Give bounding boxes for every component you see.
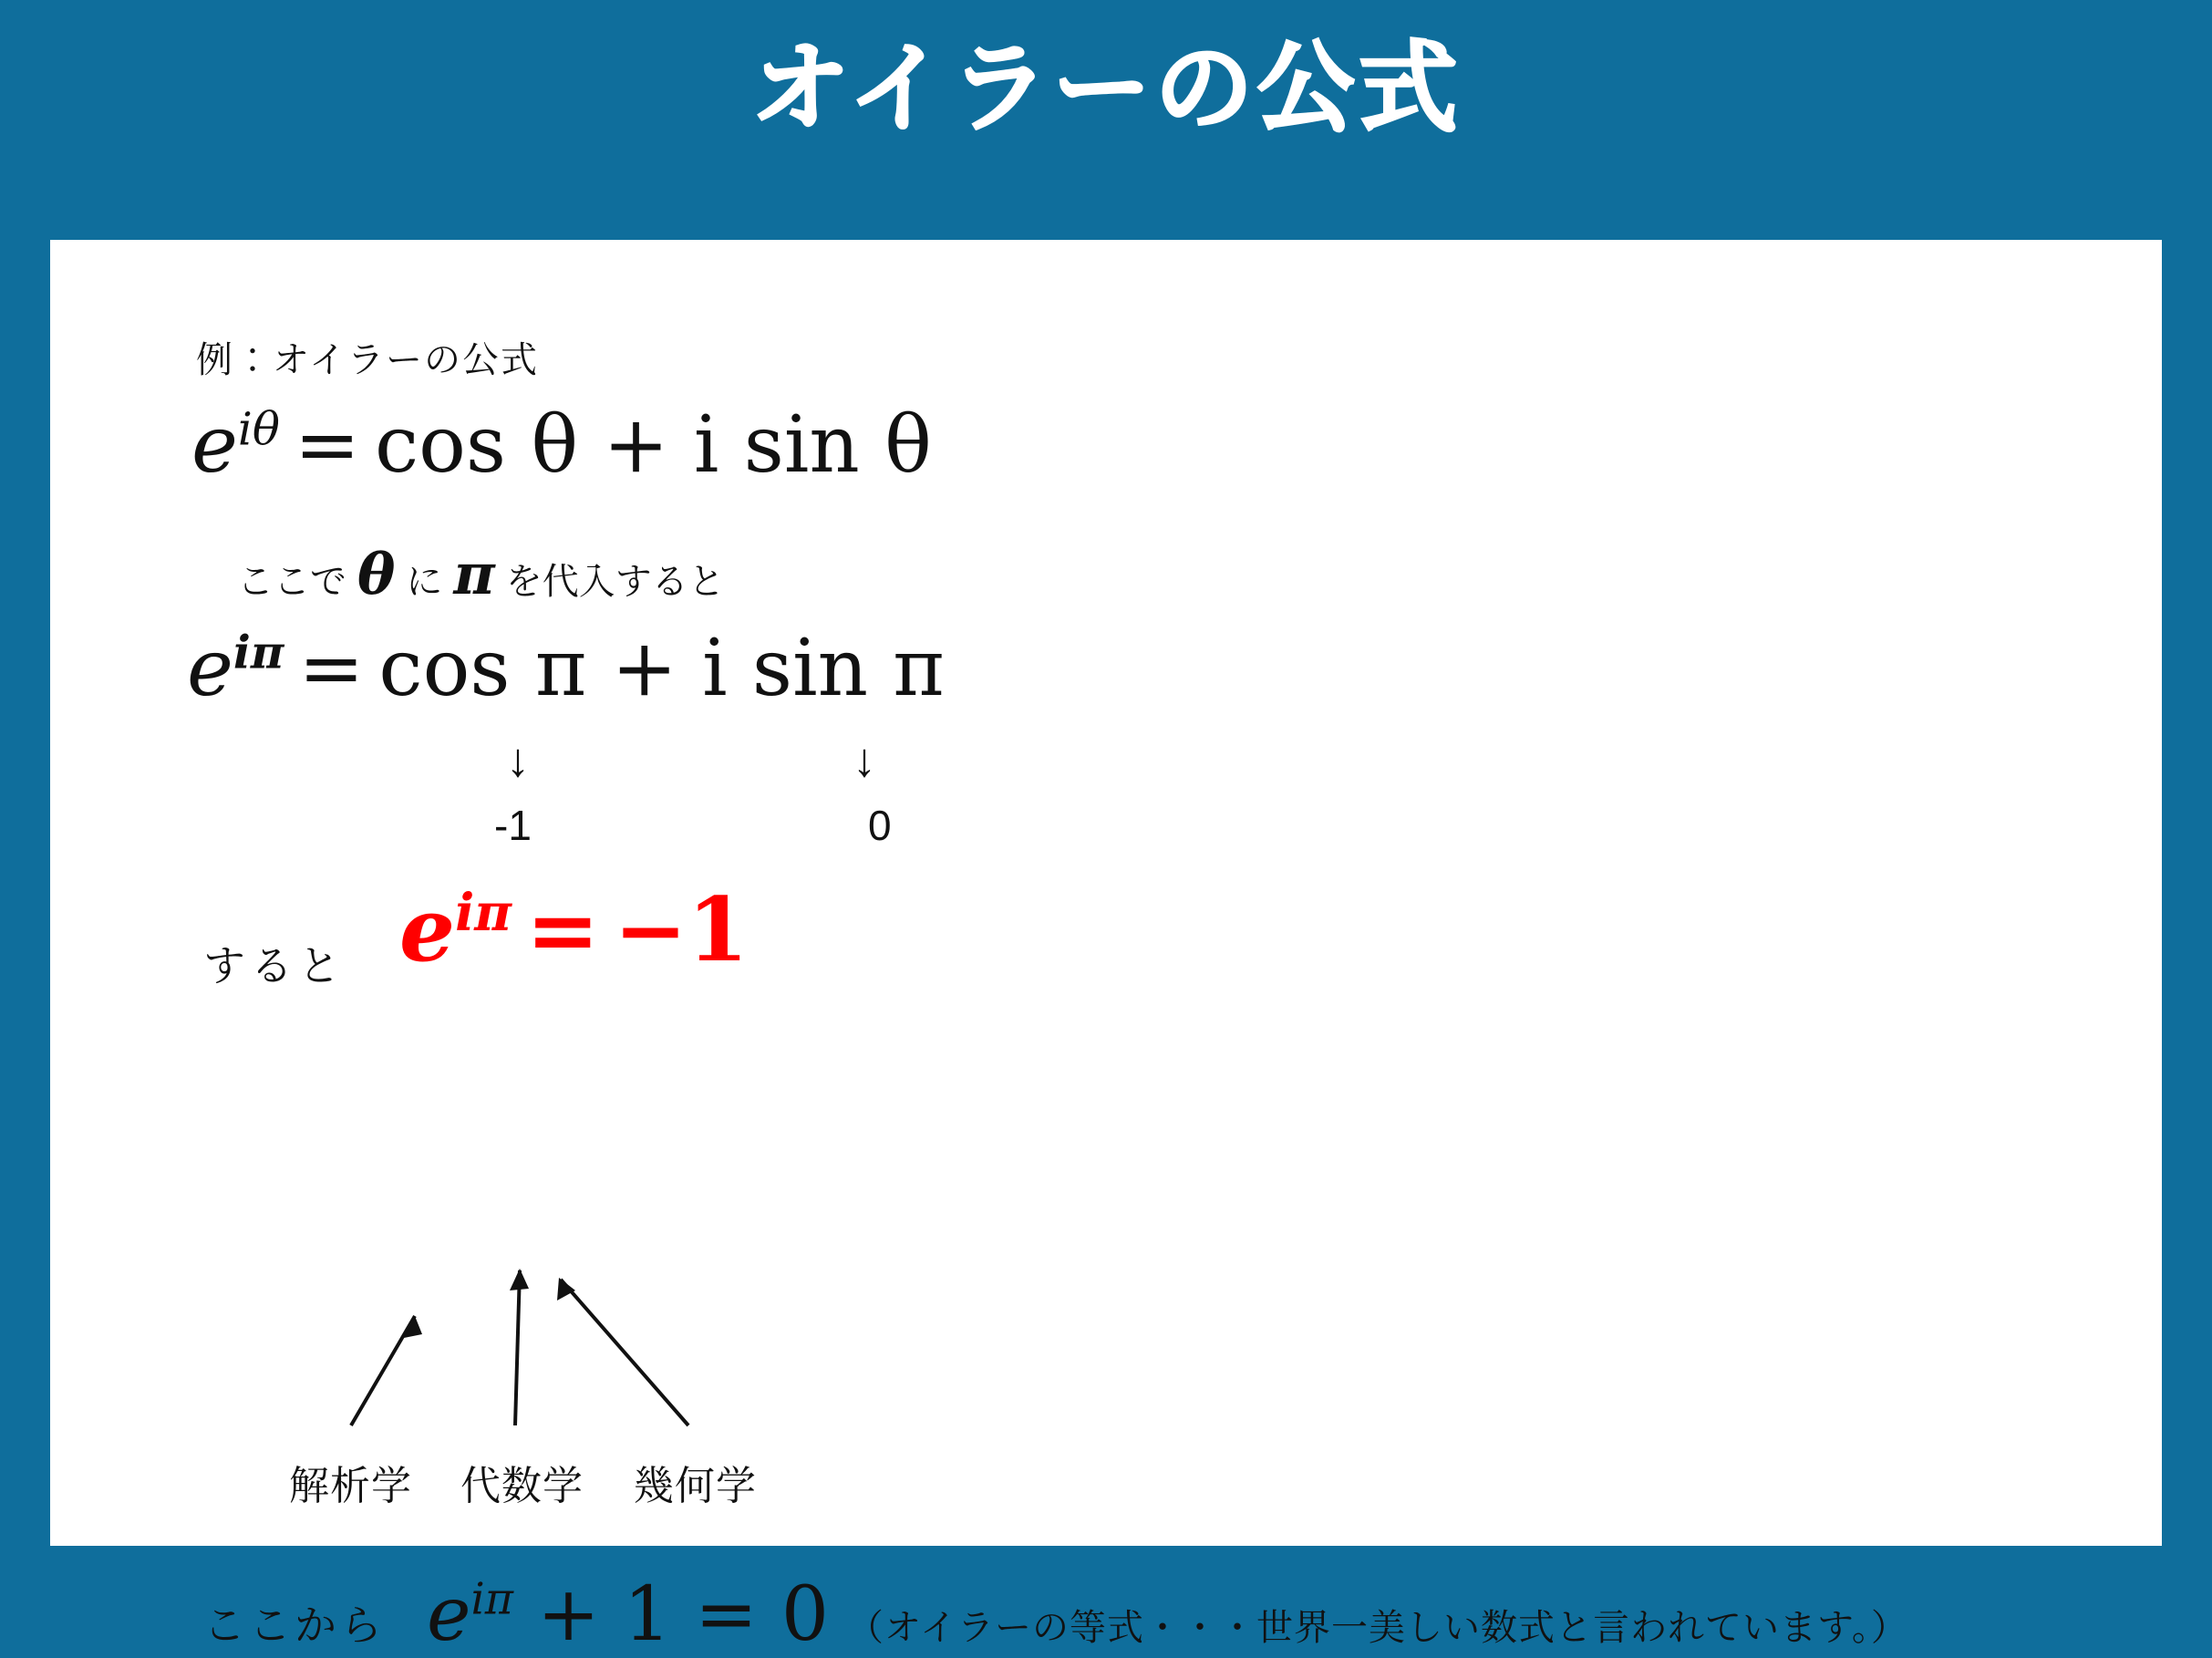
- substitution-middle: に: [406, 561, 443, 603]
- formula-euler-general: [191, 399, 932, 491]
- formula1-exponent: iθ: [237, 402, 280, 456]
- result-exponent: iπ: [455, 884, 512, 943]
- formula-result-red: [399, 878, 749, 981]
- substitution-prefix: ここで: [237, 561, 346, 603]
- down-arrow-icon: ↓: [506, 734, 530, 787]
- conclusion-rest: + 1 = 0: [537, 1571, 830, 1658]
- result-equals: =: [525, 878, 600, 981]
- formula2-equals: =: [298, 623, 365, 714]
- formula2-rhs: cos π + i sin π: [378, 623, 945, 714]
- formula1-rhs: cos θ + i sin θ: [374, 399, 932, 491]
- conclusion-exponent: iπ: [470, 1574, 513, 1625]
- example-label: 例：オイラーの公式: [196, 339, 539, 381]
- conclusion-prefix: ここから: [203, 1601, 386, 1650]
- page-title: オイラーの公式: [750, 32, 1462, 146]
- cos-pi-value: -1: [494, 802, 532, 849]
- result-prefix: すると: [203, 941, 346, 990]
- conclusion-row: [203, 1571, 1908, 1658]
- formula1-equals: =: [294, 399, 360, 491]
- formula-euler-identity: [427, 1571, 829, 1658]
- substitution-suffix: を代入すると: [505, 561, 725, 603]
- sin-pi-value: 0: [868, 802, 892, 849]
- annotation-geometry: 幾何学: [634, 1463, 757, 1509]
- conclusion-base: e: [427, 1571, 471, 1658]
- formula2-exponent: iπ: [233, 625, 284, 679]
- substitution-line: [237, 541, 725, 607]
- formula-euler-pi: [187, 623, 945, 714]
- conclusion-note: （オイラーの等式・・・世界一美しい数式と言われています。）: [847, 1607, 1908, 1649]
- annotation-analysis: 解析学: [289, 1463, 412, 1509]
- formula1-base: e: [191, 399, 238, 491]
- annotation-algebra: 代数学: [460, 1463, 584, 1509]
- substitution-symbol-pi: π: [453, 541, 495, 607]
- substitution-symbol-theta: θ: [357, 541, 396, 607]
- result-base: e: [399, 878, 456, 981]
- result-value: −1: [614, 878, 749, 981]
- formula2-base: e: [187, 623, 233, 714]
- down-arrow-icon: ↓: [853, 734, 876, 787]
